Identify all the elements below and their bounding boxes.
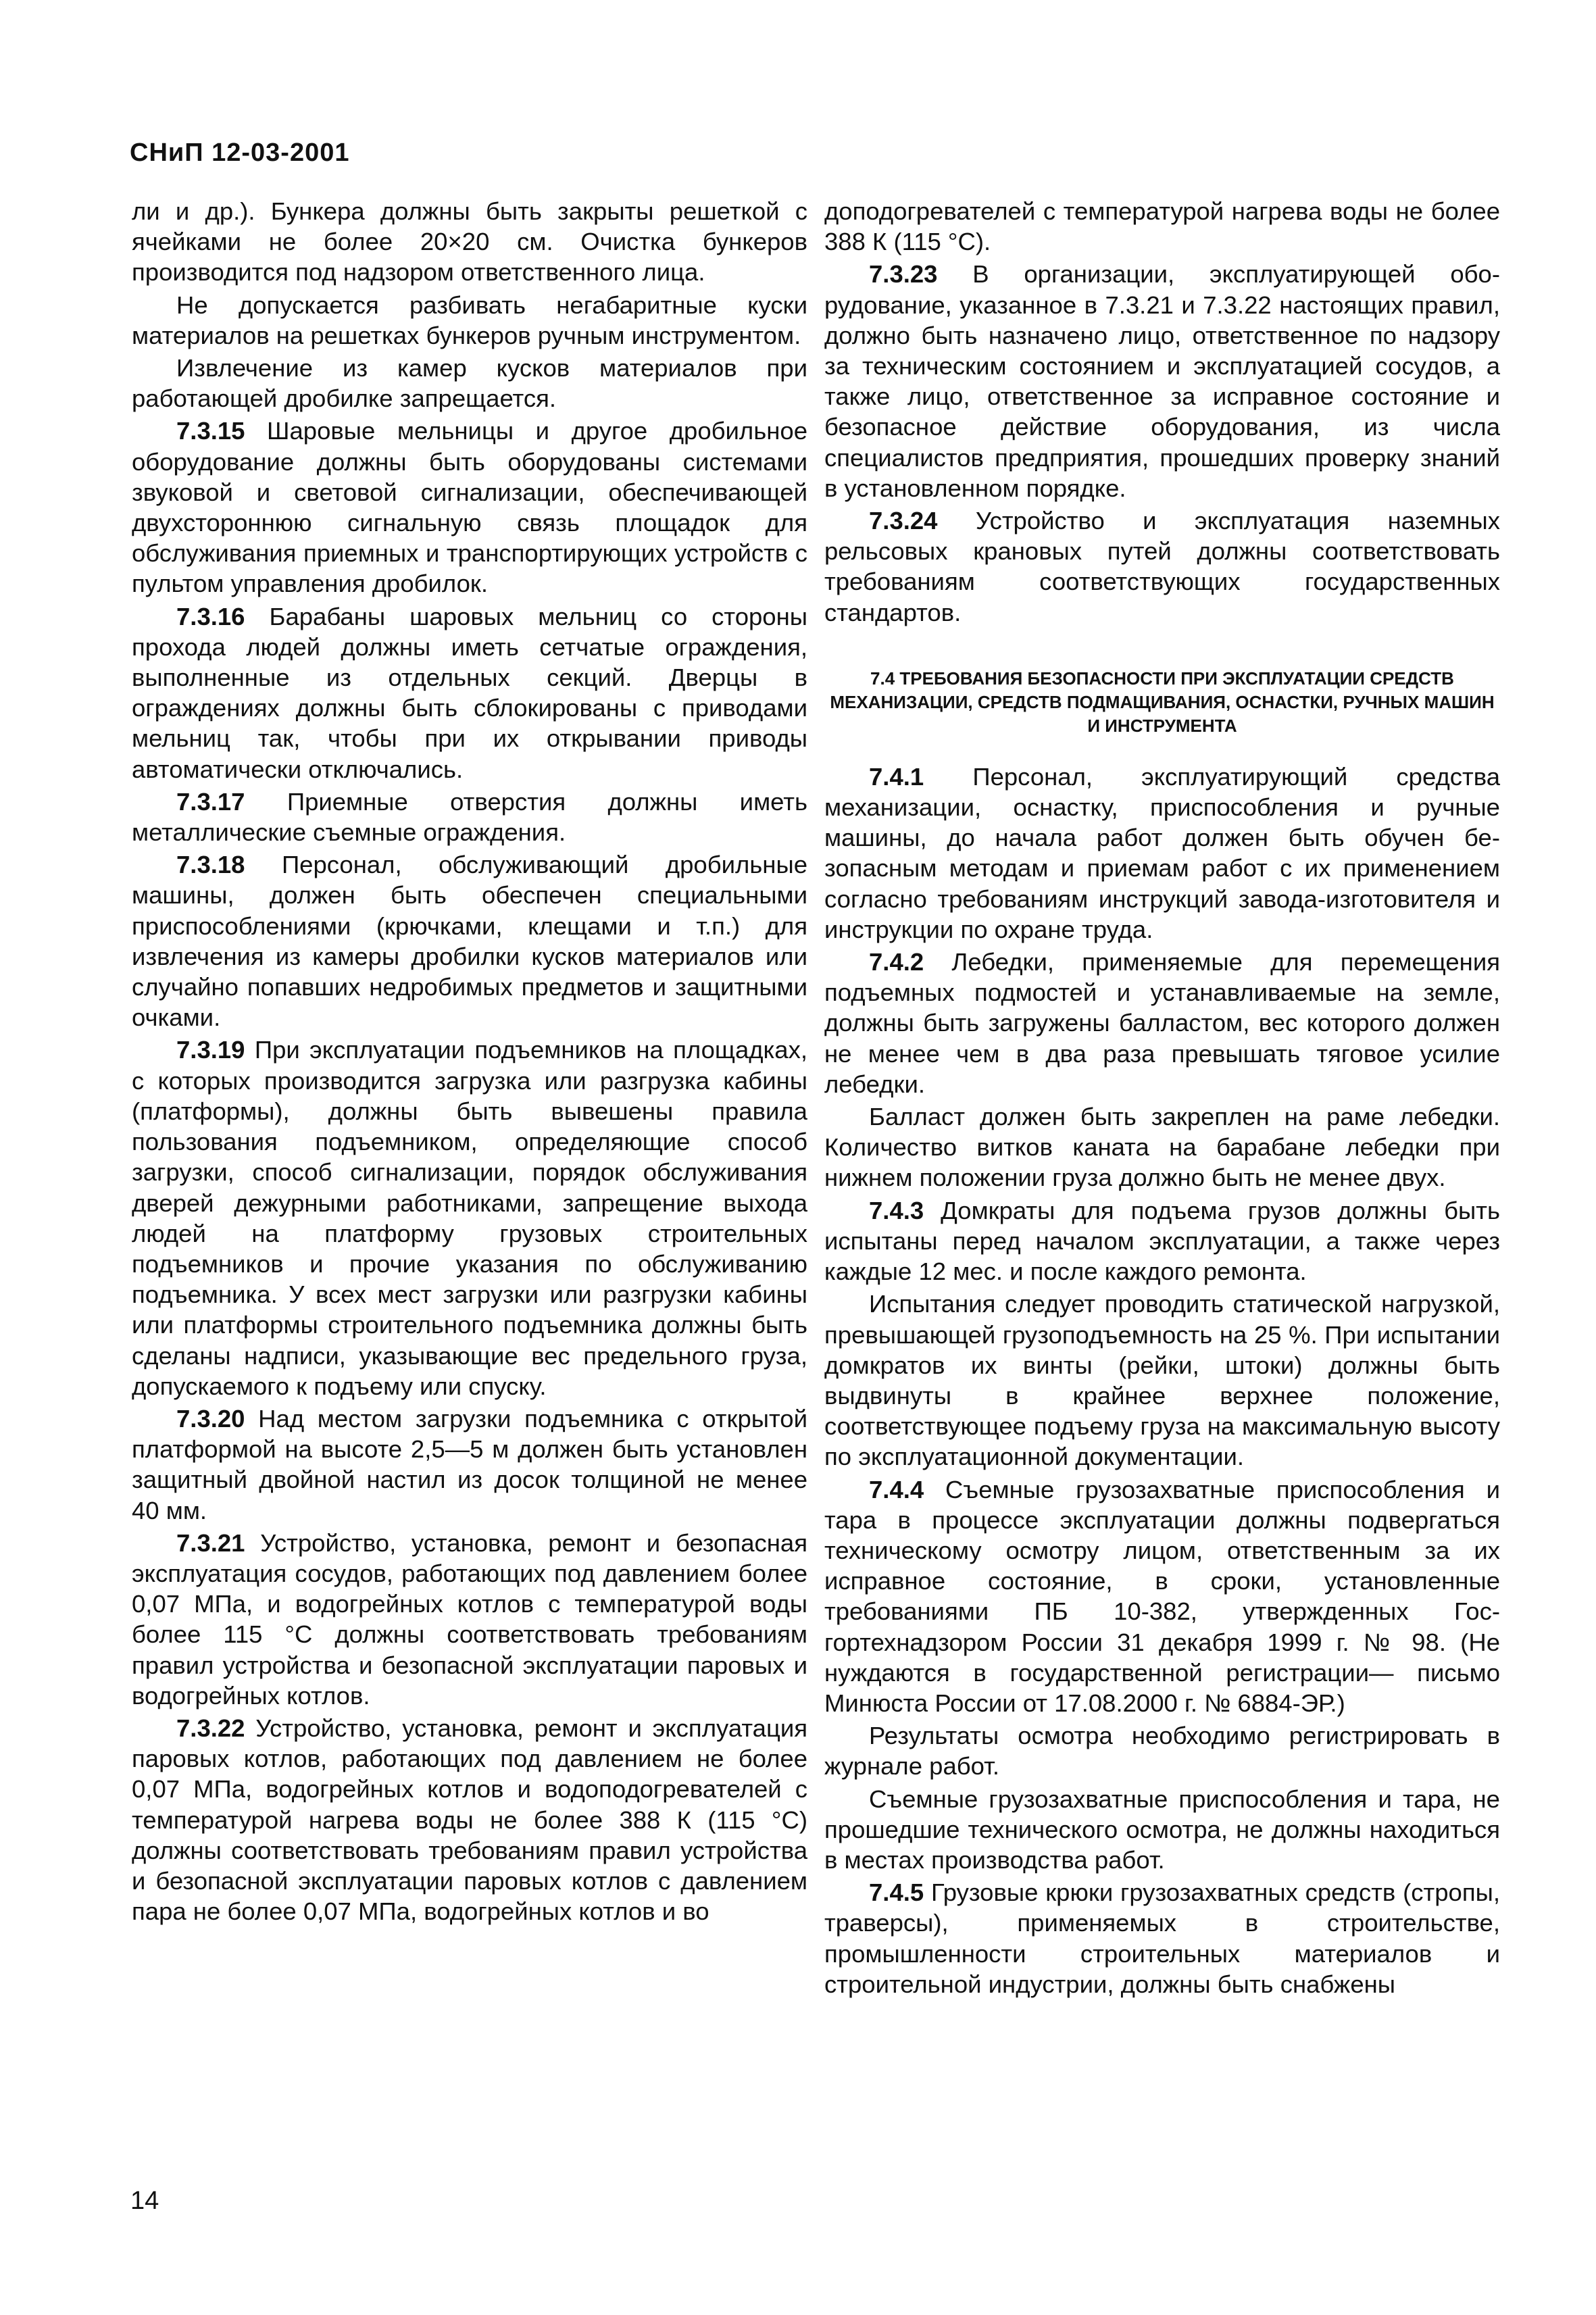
clause-paragraph — [824, 259, 1500, 503]
paragraph-text: При эксплуатации подъемников на площадках, с которых производится загрузка или разгрузка кабины (платформы), должны быть вывешены правила пользования подъемником, определяющие способ загрузки, способ сигнализации, порядок обслуживания дверей дежурными работниками, запрещение выхода людей на платформу грузовых строительных подъемников и прочие указания по обслуживанию подъемника. У всех мест загрузки или разгрузки кабины или платформы строительного подъемника должны быть сделаны надписи, указывающие вес предельного груза, допускаемого к подъему или спуску. — [132, 1036, 807, 1400]
clause-number: 7.3.24 — [869, 507, 938, 535]
paragraph-text: Шаровые мельницы и другое дробильное оборудование должны быть оборудованы системами звуковой и световой сигнализации, обеспечивающей двухстороннюю сигнальную связь площадок для обслуживания приемных и транспортирующих устройств с пультом управления дробилок. — [132, 417, 807, 598]
clause-number: 7.3.18 — [176, 851, 245, 879]
clause-paragraph — [132, 849, 807, 1032]
clause-paragraph — [132, 1713, 807, 1926]
clause-paragraph — [824, 1877, 1500, 1999]
paragraph-text: Приемные отверстия должны иметь металлические съемные ограждения. — [132, 787, 807, 847]
right-column — [824, 196, 1500, 2001]
paragraph-text: Устройство, установка, ремонт и эксплуатация паровых котлов, работающих под давлением не более 0,07 МПа, водогрейных котлов и водоподогревателей с температурой нагрева воды не более 388 К (115 °С) должны соответствовать требованиям правил устройства и безопасной эксплуатации паровых котлов с давлением пара не более 0,07 МПа, водогрейных котлов и во — [132, 1714, 807, 1926]
clause-number: 7.4.3 — [869, 1196, 924, 1224]
paragraph-text: Балласт должен быть закреплен на раме лебедки. Количество витков каната на барабане лебедки при нижнем положении груза должно быть не менее двух. — [824, 1103, 1500, 1192]
paragraph — [132, 353, 807, 414]
clause-number: 7.3.21 — [176, 1528, 245, 1557]
clause-number: 7.3.20 — [176, 1404, 245, 1433]
document-header: СНиП 12-03-2001 — [130, 139, 350, 167]
paragraph-text: Персонал, эксплуатирующий средства механизации, оснастку, приспособления и ручные машины, до начала работ должен быть обучен безопасным методам и приемам работ с их применением согласно требованиям инструкций завода-изготовителя и инструкции по охране труда. — [824, 762, 1500, 943]
clause-number: 7.3.17 — [176, 787, 245, 816]
left-column — [132, 196, 807, 1928]
paragraph-text: Устройство, установка, ремонт и безопасная эксплуатация сосудов, работающих под давлением более 0,07 МПа, и водогрейных котлов с температурой воды более 115 °С должны соответствовать требованиям правил устройства и безопасной эксплуатации паровых и водогрейных котлов. — [132, 1528, 807, 1710]
paragraph-text: Домкраты для подъема грузов должны быть испытаны перед началом эксплуатации, а также через каждые 12 мес. и после каждого ремонта. — [824, 1196, 1500, 1286]
clause-paragraph — [132, 1403, 807, 1526]
clause-number: 7.4.2 — [869, 948, 924, 976]
paragraph-text: Съемные грузозахватные приспособления и тара, не прошедшие технического осмотра, не должны находиться в местах производства работ. — [824, 1785, 1500, 1874]
clause-number: 7.3.19 — [176, 1036, 245, 1064]
clause-number: 7.3.15 — [176, 417, 245, 445]
paragraph-text: Извлечение из камер кусков материалов при работающей дробилке запрещается. — [132, 354, 807, 413]
clause-paragraph — [132, 1035, 807, 1401]
clause-number: 7.4.1 — [869, 762, 924, 791]
paragraph — [824, 1289, 1500, 1472]
paragraph — [824, 1784, 1500, 1876]
paragraph-text: Не допускается разбивать негабаритные куски материалов на решетках бункеров ручным инструментом. — [132, 291, 807, 349]
clause-number: 7.3.22 — [176, 1714, 245, 1742]
section-title: 7.4 ТРЕБОВАНИЯ БЕЗОПАСНОСТИ ПРИ ЭКСПЛУАТАЦИИ СРЕДСТВ МЕХАНИЗАЦИИ, СРЕДСТВ ПОДМАЩИВАНИЯ, ОСНАСТКИ, РУЧНЫХ МАШИН И ИНСТРУМЕНТА — [830, 668, 1495, 736]
paragraph-text: Результаты осмотра необходимо регистрировать в журнале работ. — [824, 1722, 1500, 1781]
clause-number: 7.3.23 — [869, 260, 938, 289]
right-column-bottom — [824, 762, 1500, 1999]
clause-number: 7.3.16 — [176, 602, 245, 630]
paragraph-text: доподогревателей с температурой нагрева воды не более 388 К (115 °С). — [824, 197, 1500, 256]
paragraph-text: Барабаны шаровых мельниц со стороны прохода людей должны иметь сетчатые ограждения, выполненные из отдельных секций. Дверцы в ограждениях должны быть сблокированы с приводами мельниц так, чтобы при их открывании приводы автоматически отключались. — [132, 602, 807, 783]
clause-paragraph — [824, 505, 1500, 628]
clause-paragraph — [824, 947, 1500, 1099]
paragraph-text: Персонал, обслуживающий дробильные машины, должен быть обеспечен специальными приспособлениями (крючками, клещами и т.п.) для извлечения из камеры дробилки кусков материалов или случайно попавших недробимых предметов и защитными очками. — [132, 851, 807, 1032]
page-number: 14 — [130, 2187, 159, 2215]
right-column-top — [824, 196, 1500, 628]
clause-number: 7.4.5 — [869, 1878, 924, 1907]
clause-paragraph — [132, 416, 807, 599]
clause-paragraph — [824, 1195, 1500, 1287]
clause-paragraph — [824, 1474, 1500, 1719]
clause-paragraph — [132, 601, 807, 785]
clause-number: 7.4.4 — [869, 1475, 924, 1503]
clause-paragraph — [132, 787, 807, 847]
paragraph — [132, 290, 807, 351]
paragraph — [824, 1720, 1500, 1781]
paragraph-text: Над местом загрузки подъемника с открытой платформой на высоте 2,5—5 м должен быть установлен защитный двойной настил из досок толщиной не менее 40 мм. — [132, 1404, 807, 1524]
paragraph-text: ли и др.). Бункера должны быть закрыты решеткой с ячейками не более 20×20 см. Очистка бункеров производится под надзором ответственного лица. — [132, 197, 807, 287]
paragraph — [824, 1101, 1500, 1193]
paragraph-text: В организации, эксплуатирующей оборудование, указанное в 7.3.21 и 7.3.22 настоящих правил, должно быть назначено лицо, ответственное по надзору за техническим состоянием и эксплуатацией сосудов, а также лицо, ответственное за исправное состояние и безопасное действие оборудования, из числа специалистов предприятия, прошедших проверку знаний в установленном порядке. — [824, 260, 1500, 502]
paragraph-text: Съемные грузозахватные приспособления и тара в процессе эксплуатации должны подвергаться техническому осмотру лицом, ответственным за их исправное состояние, в сроки, установленные требованиями ПБ 10-382, утвержденных Госгортехнадзором России 31 декабря 1999 г. № 98. (Не нуждаются в государственной регистрации— письмо Минюста России от 17.08.2000 г. № 6884-ЭР.) — [824, 1475, 1500, 1717]
paragraph — [824, 196, 1500, 257]
clause-paragraph — [132, 1528, 807, 1711]
paragraph — [132, 196, 807, 288]
paragraph-text: Испытания следует проводить статической нагрузкой, превышающей грузоподъемность на 25 %. При испытании домкратов их винты (рейки, штоки) должны быть выдвинуты в крайнее верхнее положение, соответствующее подъему груза на максимальную высоту по эксплуатационной документации. — [824, 1290, 1500, 1471]
paragraph-text: Грузовые крюки грузозахватных средств (стропы, траверсы), применяемых в строительстве, промышленности строительных материалов и строительной индустрии, должны быть снабжены — [824, 1878, 1500, 1998]
clause-paragraph — [824, 762, 1500, 945]
paragraph-text: Лебедки, применяемые для перемещения подъемных подмостей и устанавливаемые на земле, должны быть загружены балластом, вес которого должен не менее чем в два раза превышать тяговое усилие лебедки. — [824, 948, 1500, 1098]
paragraph-text: Устройство и эксплуатация наземных рельсовых крановых путей должны соответствовать требованиям соответствующих государственных стандартов. — [824, 507, 1500, 626]
